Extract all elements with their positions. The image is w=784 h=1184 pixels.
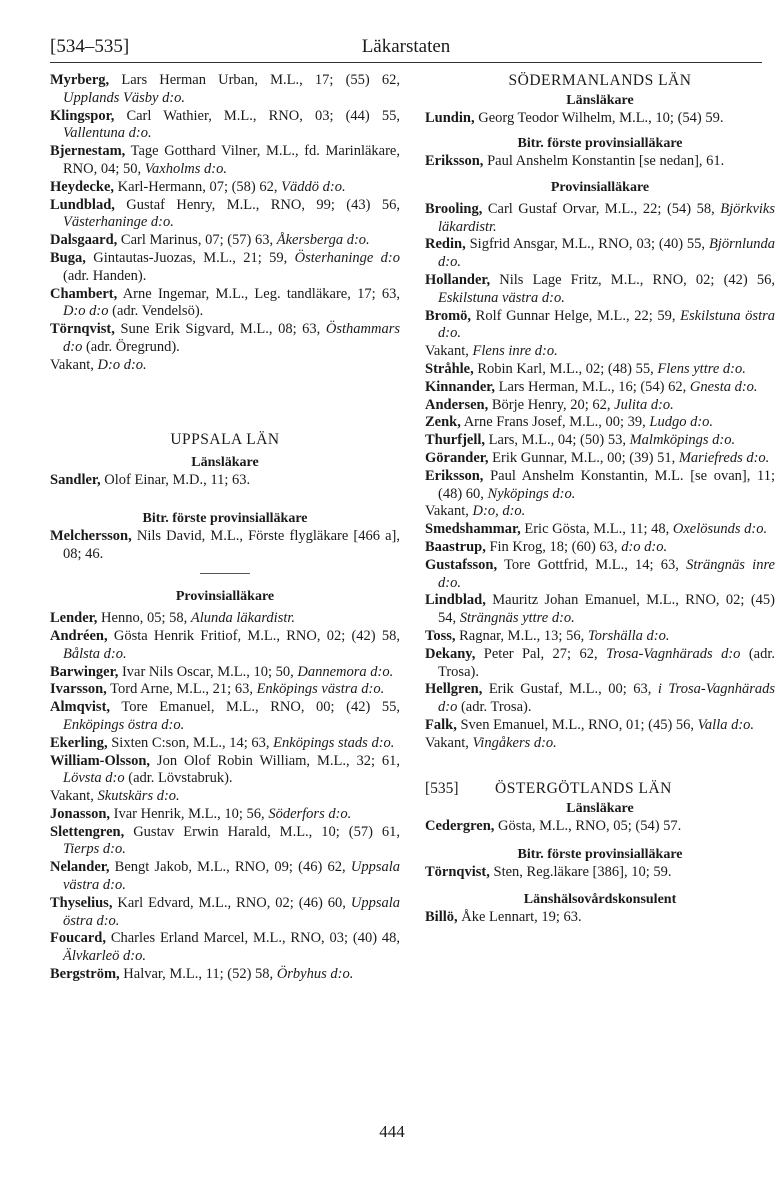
entry-name: Görander, [425,449,489,466]
entry-name: Melchersson, [50,527,132,544]
list-item [425,397,775,415]
entry-name: Chambert, [50,285,118,302]
entry-name: Bromö, [425,307,472,324]
list-item [425,414,775,432]
entry-place: Enköpings stads d:o. [273,734,395,751]
entry-place: Nyköpings d:o. [487,485,576,502]
list-item [425,909,775,927]
list-item [425,717,775,735]
county-heading-sodermanland: SÖDERMANLANDS LÄN [508,72,692,89]
entry-name: Almqvist, [50,699,111,716]
entry-place: Flens yttre d:o. [657,360,746,377]
uppsala-bitr-list [50,528,400,564]
list-item [50,321,400,357]
list-item [425,379,775,397]
list-item [425,361,775,379]
entry-name: Törnqvist, [425,863,490,880]
entry-place: Österhaninge d:o [294,249,400,266]
entry-place: Strängnäs inre d:o. [438,556,775,591]
entry-place: Lövsta d:o [63,770,125,787]
entry-name: Gustafsson, [425,556,498,573]
entry-name: Falk, [425,716,457,733]
entry-name: Kinnander, [425,378,495,395]
entry-details: Paul Anshelm Konstantin, M.L. [se ovan], 11; (48) 60, [438,467,775,502]
entry-details: Rolf Gunnar Helge, M.L., 22; 59, [471,307,681,324]
entry-address: (adr. Lövstabruk). [124,770,233,787]
entry-place: Flens inre d:o. [472,343,558,360]
entry-name: Barwinger, [50,663,119,680]
entry-details: Olof Einar, M.D., 11; 63. [100,472,251,489]
entry-name: Lundin, [425,109,475,126]
list-item [50,472,400,490]
list-item [50,108,400,144]
entry-name: Stråhle, [425,360,474,377]
entry-details: Nils David, M.L., Förste flygläkare [466 a], 08; 46. [63,527,400,562]
county-heading-uppsala: UPPSALA LÄN [170,430,280,448]
entry-place: Trosa-Vagnhärads d:o [606,645,741,662]
ostergotland-bitr-list [425,864,775,882]
list-item [50,753,400,789]
list-item [425,539,775,557]
entry-name: Hellgren, [425,681,483,698]
entry-details: Erik Gustaf, M.L., 00; 63, [482,681,658,698]
ostergotland-lanslakare-list [425,818,775,836]
entry-details: Arne Frans Josef, M.L., 00; 39, [460,414,650,431]
entry-place: Eskilstuna västra d:o. [438,289,565,306]
entry-details: Lars Herman Urban, M.L., 17; (55) 62, [109,72,400,88]
list-item [50,72,400,108]
entry-place: Dannemora d:o. [297,663,394,680]
entry-details: Georg Teodor Wilhelm, M.L., 10; (54) 59. [474,109,724,126]
entry-details: Carl Marinus, 07; (57) 63, [117,232,277,249]
entry-name: Andréen, [50,627,108,644]
list-item [425,557,775,593]
uppsala-provinsiallakare-list [50,610,400,984]
entry-place: Örbyhus d:o. [276,966,354,983]
entry-place: Bålsta d:o. [63,645,127,662]
entry-name: Myrberg, [50,72,110,88]
list-item [425,308,775,344]
entry-details: Vakant, [425,503,473,520]
list-item [425,735,775,753]
entry-place: Väddö d:o. [281,178,346,195]
entry-place: i Trosa-Vagnhärads d:o [438,681,775,716]
list-item [50,143,400,179]
list-item [50,859,400,895]
list-item [50,628,400,664]
page-reference: [534–535] [50,36,130,57]
list-item [50,699,400,735]
entry-details: Börje Henry, 20; 62, [488,396,615,413]
entry-details: Carl Gustaf Orvar, M.L., 22; (54) 58, [482,200,721,217]
entry-details: Lars, M.L., 04; (50) 53, [485,432,630,449]
entry-place: Vaxholms d:o. [144,160,227,177]
entry-details: Peter Pal, 27; 62, [475,645,607,662]
subheading-lanslakare: Länsläkare [566,801,634,817]
subheading-halsovardskonsulent: Länshälsovårdskonsulent [523,892,677,908]
entry-details: Vakant, [425,343,473,360]
county-name: ÖSTERGÖTLANDS LÄN [495,780,672,798]
entry-place: Alunda läkardistr. [190,610,296,627]
entry-details: Vakant, [425,734,473,751]
entry-details: Tore Emanuel, M.L., RNO, 00; (42) 55, [110,699,400,716]
entry-details: Sigfrid Ansgar, M.L., RNO, 03; (40) 55, [465,236,709,253]
entry-place: Björkviks läkardistr. [438,200,775,235]
entry-details: Ivar Henrik, M.L., 10; 56, [110,805,269,822]
page-header [50,34,762,63]
sodermanland-bitr-list [425,153,775,171]
entry-place: Östhammars d:o [63,321,400,355]
list-item [50,528,400,564]
entry-place: Eskilstuna östra d:o. [438,307,775,342]
list-item [425,236,775,272]
ostergotland-halso-list [425,909,775,927]
page-number: 444 [379,1122,405,1141]
entry-place: D:o, d:o. [472,503,526,520]
entry-details: Bengt Jakob, M.L., RNO, 09; (46) 62, [109,859,351,876]
entry-name: Jonasson, [50,805,111,822]
entry-name: Slettengren, [50,823,125,840]
subheading-lanslakare: Länsläkare [191,455,259,471]
list-item [425,521,775,539]
uppsala-lanslakare-list [50,472,400,490]
list-item [50,232,400,250]
entry-place: Vingåkers d:o. [472,734,557,751]
entry-name: Buga, [50,249,86,266]
entry-place: Torshälla d:o. [587,627,670,644]
entry-address: (adr. Trosa). [438,645,775,680]
list-item [50,895,400,931]
subheading-provinsiallakare: Provinsialläkare [175,589,275,605]
list-item [425,450,775,468]
list-item [425,153,775,171]
entry-address: (adr. Handen). [63,267,147,284]
section-divider [200,573,250,574]
entry-details: Sven Emanuel, M.L., RNO, 01; (45) 56, [456,716,698,733]
subheading-provinsiallakare: Provinsialläkare [550,179,650,195]
list-item [50,357,400,375]
entry-place: Vallentuna d:o. [63,125,152,142]
entry-details: Gintautas-Juozas, M.L., 21; 59, [85,249,295,266]
subheading-bitr: Bitr. förste provinsialläkare [517,846,683,862]
entry-details: Åke Lennart, 19; 63. [457,909,582,926]
left-column [50,72,400,984]
entry-place: Åkersberga d:o. [276,232,370,249]
entry-details: Jon Olof Robin William, M.L., 32; 61, [150,752,400,769]
entry-details: Paul Anshelm Konstantin [se nedan], 61. [483,153,725,170]
entry-name: Thyselius, [50,894,113,911]
entry-name: Bergström, [50,966,120,983]
entry-name: Klingspor, [50,107,115,124]
entry-name: Toss, [425,627,456,644]
list-item [50,286,400,322]
entry-details: Charles Erland Marcel, M.L., RNO, 03; (40) 48, [105,930,400,947]
list-item [425,681,775,717]
entry-name: Billö, [425,909,458,926]
list-item [50,250,400,286]
entry-details: Lars Herman, M.L., 16; (54) 62, [494,378,690,395]
entry-place: Uppsala västra d:o. [63,859,400,894]
entry-place: Söderfors d:o. [268,805,352,822]
entry-name: Ivarsson, [50,681,107,698]
entry-name: Lender, [50,610,98,627]
list-item [50,179,400,197]
list-item [425,818,775,836]
list-item [425,343,775,361]
entry-details: Tore Gottfrid, M.L., 14; 63, [497,556,687,573]
list-item [425,272,775,308]
entry-place: Gnesta d:o. [689,378,758,395]
list-item [50,824,400,860]
entry-place: Ludgo d:o. [649,414,714,431]
entry-details: Fin Krog, 18; (60) 63, [485,538,622,555]
list-item [50,197,400,233]
entry-details: Ragnar, M.L., 13; 56, [455,627,588,644]
entry-address: (adr. Trosa). [457,699,532,716]
stockholm-continued-list [50,72,400,375]
entry-details: Gösta, M.L., RNO, 05; (54) 57. [494,818,682,835]
entry-place: Malmköpings d:o. [629,432,736,449]
entry-name: Dekany, [425,645,476,662]
running-title: Läkarstaten [361,36,451,57]
entry-details: Gustav Erwin Harald, M.L., 10; (57) 61, [124,823,400,840]
entry-details: Arne Ingemar, M.L., Leg. tandläkare, 17; 63, [117,285,400,302]
entry-name: Andersen, [425,396,489,413]
entry-name: Foucard, [50,930,106,947]
entry-address: (adr. Vendelsö). [108,303,204,320]
entry-place: Enköpings västra d:o. [256,681,385,698]
list-item [50,806,400,824]
list-item [425,864,775,882]
entry-details: Vakant, [50,788,98,805]
entry-details: Tage Gotthard Vilner, M.L., fd. Marinläkare, RNO, 04; 50, [63,143,400,177]
entry-name: Eriksson, [425,467,484,484]
sodermanland-provinsiallakare-list [425,201,775,753]
list-item [425,432,775,450]
list-item [425,628,775,646]
entry-place: Tierps d:o. [63,841,126,858]
entry-details: Nils Lage Fritz, M.L., RNO, 02; (42) 56, [490,271,775,288]
entry-details: Henno, 05; 58, [97,610,191,627]
list-item [50,930,400,966]
list-item [425,646,775,682]
entry-details: Eric Gösta, M.L., 11; 48, [520,521,673,538]
entry-name: Törnqvist, [50,321,115,338]
list-item [50,681,400,699]
entry-name: Cedergren, [425,818,495,835]
entry-name: William-Olsson, [50,752,151,769]
entry-name: Redin, [425,236,466,253]
list-item [50,966,400,984]
county-heading-ostergotland [425,780,775,798]
entry-place: Uppsala östra d:o. [63,894,400,929]
entry-name: Bjernestam, [50,143,126,160]
entry-place: Julita d:o. [614,396,674,413]
entry-place: Upplands Väsby d:o. [63,89,186,106]
list-item [425,503,775,521]
entry-name: Hollander, [425,271,491,288]
page-reference: [535] [425,780,459,798]
entry-details: Erik Gunnar, M.L., 00; (39) 51, [488,449,679,466]
entry-details: Karl-Hermann, 07; (58) 62, [114,178,282,195]
right-column [425,72,775,927]
list-item [425,468,775,504]
entry-name: Thurfjell, [425,432,486,449]
entry-place: Valla d:o. [697,716,755,733]
entry-address: (adr. Öregrund). [82,338,180,355]
entry-details: Tord Arne, M.L., 21; 63, [106,681,257,698]
subheading-lanslakare: Länsläkare [566,92,634,108]
list-item [50,735,400,753]
entry-details: Gustaf Henry, M.L., RNO, 99; (43) 56, [114,196,400,213]
entry-name: Baastrup, [425,538,486,555]
entry-place: Enköpings östra d:o. [63,716,185,733]
entry-place: Strängnäs yttre d:o. [459,610,575,627]
entry-place: Västerhaninge d:o. [63,214,174,231]
entry-place: d:o d:o. [621,538,668,555]
entry-details: Mauritz Johan Emanuel, M.L., RNO, 02; (45) 54, [438,592,775,627]
sodermanland-lanslakare-list [425,110,775,128]
entry-place: D:o d:o [63,303,109,320]
list-item [50,788,400,806]
entry-details: Karl Edvard, M.L., RNO, 02; (46) 60, [112,894,351,911]
entry-name: Smedshammar, [425,521,521,538]
entry-name: Eriksson, [425,153,484,170]
entry-place: Skutskärs d:o. [97,788,180,805]
subheading-bitr: Bitr. förste provinsialläkare [517,136,683,152]
entry-details: Ivar Nils Oscar, M.L., 10; 50, [118,663,298,680]
list-item [425,201,775,237]
list-item [425,592,775,628]
entry-details: Sten, Reg.läkare [386], 10; 59. [489,863,672,880]
entry-details: Robin Karl, M.L., 02; (48) 55, [473,360,658,377]
list-item [50,664,400,682]
entry-name: Zenk, [425,414,461,431]
entry-place: Älvkarleö d:o. [63,948,146,965]
entry-name: Ekerling, [50,734,108,751]
entry-details: Halvar, M.L., 11; (52) 58, [119,966,277,983]
list-item [50,610,400,628]
entry-details: Gösta Henrik Fritiof, M.L., RNO, 02; (42) 58, [107,627,400,644]
entry-name: Heydecke, [50,178,115,195]
entry-details: Sixten C:son, M.L., 14; 63, [107,734,274,751]
entry-name: Nelander, [50,859,110,876]
entry-name: Dalsgaard, [50,232,118,249]
list-item [425,110,775,128]
entry-name: Lindblad, [425,592,486,609]
entry-place: Mariefreds d:o. [678,449,770,466]
entry-details: Sune Erik Sigvard, M.L., 08; 63, [114,321,326,338]
entry-name: Lundblad, [50,196,115,213]
entry-place: Oxelösunds d:o. [672,521,768,538]
entry-name: Sandler, [50,472,101,489]
entry-name: Brooling, [425,200,483,217]
entry-place: D:o d:o. [97,356,147,373]
subheading-bitr: Bitr. förste provinsialläkare [142,510,308,526]
entry-details: Vakant, [50,356,98,373]
entry-place: Björnlunda d:o. [438,236,775,271]
entry-details: Carl Wathier, M.L., RNO, 03; (44) 55, [114,107,400,124]
